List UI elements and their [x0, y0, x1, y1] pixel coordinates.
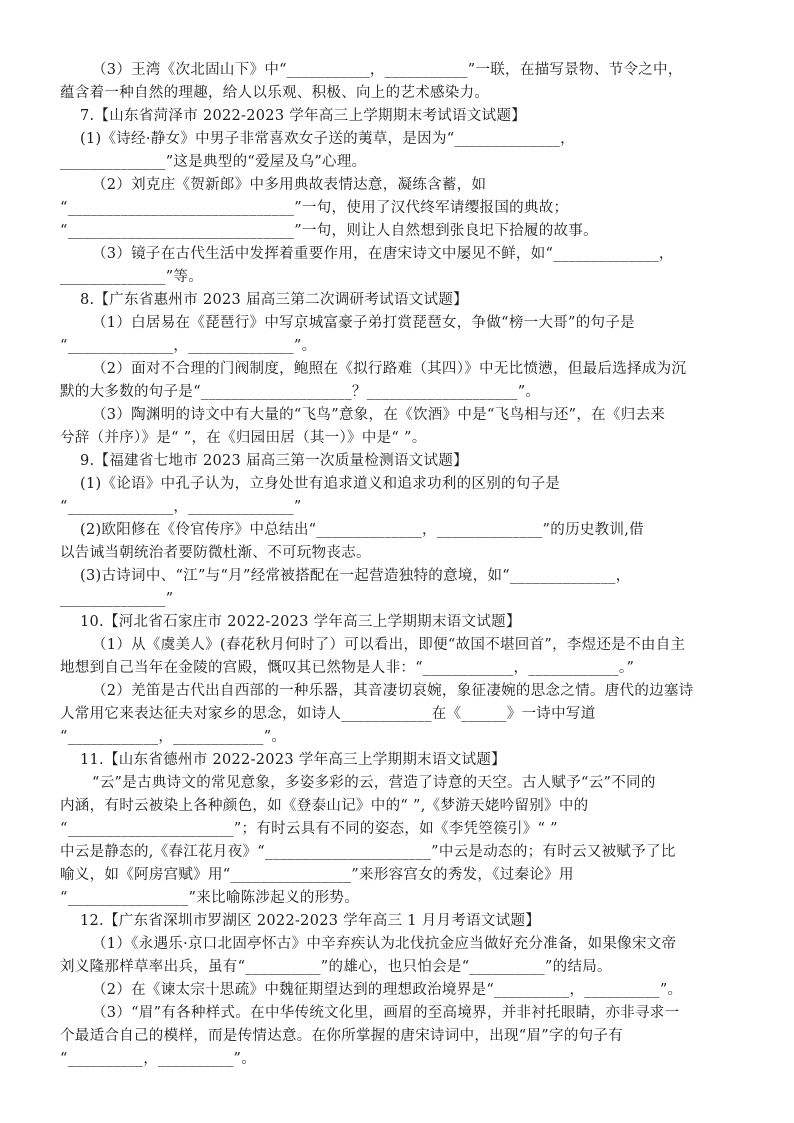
text-line: “云”是古典诗文的常见意象，多姿多彩的云，营造了诗意的天空。古人赋予“云”不同的 — [92, 775, 656, 791]
text-line: （1）从《虞美人》(春花秋月何时了）可以看出，即便“故国不堪回首”，李煜还是不由自主 — [92, 637, 686, 653]
text-line: “______________，______________” — [60, 499, 302, 515]
text-line: 中云是静态的,《春江花月夜》“______________________”中云是动态的；有时云又被赋予了比 — [60, 844, 676, 860]
text-line: （2）羌笛是古代出自西部的一种乐器，其音凄切哀婉，象征凄婉的思念之情。唐代的边塞诗 — [92, 683, 694, 699]
text-line: （2）刘克庄《贺新郎》中多用典故表情达意，凝练含蓄，如 — [92, 177, 487, 193]
text-line: (3)古诗词中、“江”与“月”经常被搭配在一起营造独特的意境，如“______________， — [80, 568, 631, 584]
text-line: （3）镜子在古代生活中发挥着重要作用，在唐宋诗文中屡见不鲜，如“______________， — [92, 246, 674, 262]
text-line: ______________”这是典型的“爱屋及乌”心理。 — [60, 154, 367, 170]
text-line: “______________，______________”。 — [60, 338, 317, 354]
text-line: ______________” — [60, 591, 174, 607]
text-line: （2）面对不合理的门阀制度，鲍照在《拟行路难（其四）》中无比愤懑，但最后选择成为沉 — [92, 361, 687, 377]
text-line: 地想到自己当年在金陵的宫殿，慨叹其已然物是人非：“____________，____________。” — [60, 660, 635, 676]
text-line: （3）王湾《次北固山下》中“___________，___________”一联，在描写景物、节令之中， — [92, 62, 683, 78]
text-line: （1）白居易在《琵琶行》中写京城富豪子弟打赏琵琶女，争做“榜一大哥”的句子是 — [92, 315, 635, 331]
text-line: (1)《诗经·静女》中男子非常喜欢女子送的荑草，是因为“______________， — [80, 131, 575, 147]
text-line: 蕴含着一种自然的理趣，给人以乐观、积极、向上的艺术感染力。 — [60, 85, 490, 101]
text-line: 内涵，有时云被染上各种颜色，如《登泰山记》中的“ ”,《梦游天姥吟留别》中的 — [60, 798, 589, 814]
text-line: （3）“眉”有各种样式。在中华传统文化里，画眉的至高境界，并非衬托眼睛，亦非寻求一 — [92, 1005, 680, 1021]
text-line: “______________________________”一句，使用了汉代终军请缨报国的典故； — [60, 200, 569, 216]
text-line: “____________，____________”。 — [60, 729, 287, 745]
text-line: （2）在《谏太宗十思疏》中魏征期望达到的理想政治境界是“__________，__________”。 — [92, 982, 683, 998]
text-line: 人常用它来表达征夫对家乡的思念，如诗人____________在《______》一诗中写道 — [60, 706, 596, 722]
text-line: “________________”来比喻陈涉起义的形势。 — [60, 890, 360, 906]
question-heading: 11.【山东省德州市 2022-2023 学年高三上学期期末语文试题】 — [80, 752, 506, 768]
question-heading: 10.【河北省石家庄市 2022-2023 学年高三上学期期末语文试题】 — [80, 614, 521, 630]
text-line: （3）陶渊明的诗文中有大量的“飞鸟”意象，在《饮酒》中是“飞鸟相与还”，在《归去来 — [92, 407, 666, 423]
question-heading: 9.【福建省七地市 2023 届高三第一次质量检测语文试题】 — [80, 453, 468, 469]
question-heading: 7.【山东省菏泽市 2022-2023 学年高三上学期期末考试语文试题】 — [80, 108, 527, 124]
text-line: 默的大多数的句子是“____________________？____________________”。 — [60, 384, 541, 400]
question-heading: 12.【广东省深圳市罗湖区 2022-2023 学年高三 1 月月考语文试题】 — [80, 913, 541, 929]
question-heading: 8.【广东省惠州市 2023 届高三第二次调研考试语文试题】 — [80, 292, 468, 308]
text-line: ______________”等。 — [60, 269, 204, 285]
text-line: (2)欧阳修在《伶官传序》中总结出“______________，______________”的历史教训,借 — [80, 522, 644, 538]
text-line: “______________________________”一句，则让人自然想到张良圯下拾履的故事。 — [60, 223, 598, 239]
text-line: 刘义隆那样草率出兵，虽有“__________”的雄心，也只怕会是“__________”的结局。 — [60, 959, 612, 975]
text-line: 个最适合自己的模样，而是传情达意。在你所掌握的唐宋诗词中，出现“眉”字的句子有 — [60, 1028, 624, 1044]
text-line: 以告诫当朝统治者要防微杜渐、不可玩物丧志。 — [60, 545, 371, 561]
text-line: 兮辞（并序）》是“ ”，在《归园田居（其一）》中是“ ”。 — [60, 430, 427, 446]
text-line: （1）《永遇乐·京口北固亭怀古》中辛弃疾认为北伐抗金应当做好充分准备，如果像宋文帝 — [92, 936, 677, 952]
text-line: “__________，__________”。 — [60, 1051, 257, 1067]
text-line: “______________________”；有时云具有不同的姿态，如《李凭箜篌引》“ ” — [60, 821, 558, 837]
text-line: (1)《论语》中孔子认为，立身处世有追求道义和追求功利的区别的句子是 — [80, 476, 561, 492]
text-line: 喻义，如《阿房宫赋》用“________________”来形容宫女的秀发，《过秦论》用 — [60, 867, 574, 883]
